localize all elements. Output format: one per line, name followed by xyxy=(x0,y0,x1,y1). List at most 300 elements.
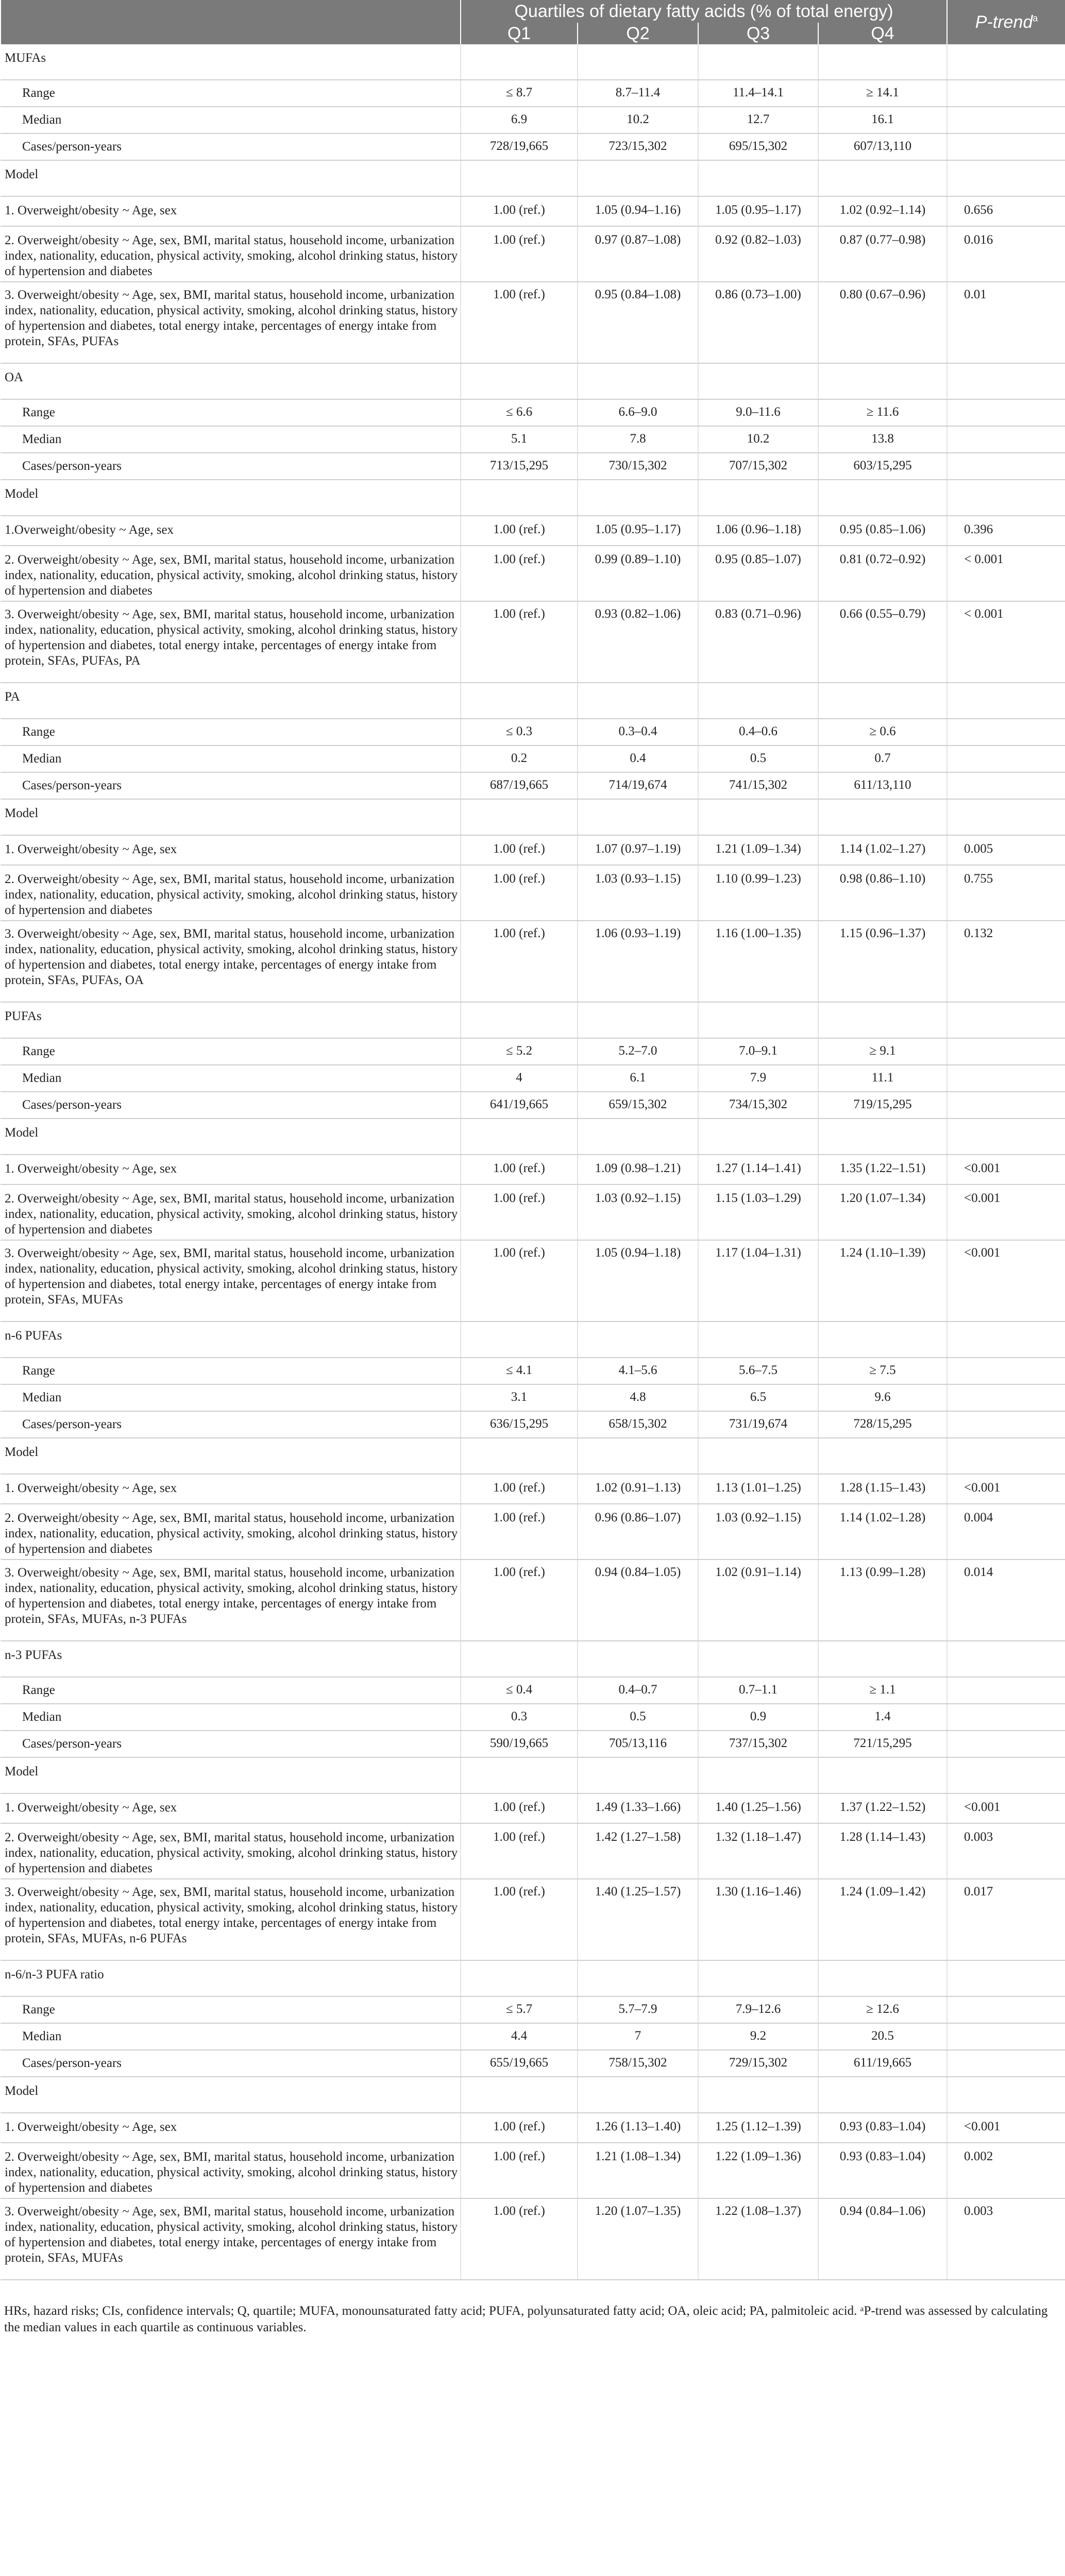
hr-q1: 1.00 (ref.) xyxy=(461,1474,578,1504)
range-q1: ≤ 0.4 xyxy=(461,1677,578,1704)
empty-cell xyxy=(698,1118,818,1155)
model-description: 1. Overweight/obesity ~ Age, sex xyxy=(1,196,461,226)
empty-cell xyxy=(461,1118,578,1155)
cases-q3: 737/15,302 xyxy=(698,1731,818,1757)
median-label: Median xyxy=(1,107,461,133)
p-trend-footnote-mark: a xyxy=(1033,13,1038,24)
cases-q1: 713/15,295 xyxy=(461,453,578,480)
cases-q1: 728/19,665 xyxy=(461,133,578,160)
hr-q3: 0.86 (0.73–1.00) xyxy=(698,282,818,363)
table-body xyxy=(1,44,1065,2280)
cases-label: Cases/person-years xyxy=(1,1731,461,1757)
section-header-row xyxy=(1,1321,1065,1358)
cases-q2: 714/19,674 xyxy=(578,772,698,799)
hr-q2: 0.95 (0.84–1.08) xyxy=(578,282,698,363)
section-title: PA xyxy=(1,683,461,719)
hr-q3: 1.30 (1.16–1.46) xyxy=(698,1879,818,1960)
model-description: 2. Overweight/obesity ~ Age, sex, BMI, marital status, household income, urbanization index, nationality, education, physical activity, smoking, alcohol drinking status, history of hypertension and diabetes xyxy=(1,1504,461,1560)
cases-label: Cases/person-years xyxy=(1,772,461,799)
p-trend-value: <0.001 xyxy=(947,1184,1065,1240)
p-trend-value: < 0.001 xyxy=(947,601,1065,683)
hr-q4: 0.94 (0.84–1.06) xyxy=(818,2198,947,2280)
empty-cell xyxy=(578,1118,698,1155)
cases-q3: 707/15,302 xyxy=(698,453,818,480)
p-trend-value: 0.755 xyxy=(947,865,1065,921)
median-q1: 0.2 xyxy=(461,745,578,772)
hr-q3: 1.25 (1.12–1.39) xyxy=(698,2113,818,2143)
cases-row xyxy=(1,1411,1065,1438)
hr-q3: 1.17 (1.04–1.31) xyxy=(698,1240,818,1321)
empty-cell xyxy=(818,683,947,719)
cases-row xyxy=(1,1092,1065,1118)
cases-q2: 730/15,302 xyxy=(578,453,698,480)
median-label: Median xyxy=(1,1384,461,1411)
p-trend-value: 0.016 xyxy=(947,226,1065,282)
range-q3: 0.7–1.1 xyxy=(698,1677,818,1704)
hr-q3: 1.21 (1.09–1.34) xyxy=(698,835,818,865)
cases-q2: 705/13,116 xyxy=(578,1731,698,1757)
hr-q3: 1.13 (1.01–1.25) xyxy=(698,1474,818,1504)
empty-cell xyxy=(947,453,1065,480)
hr-q1: 1.00 (ref.) xyxy=(461,196,578,226)
empty-cell xyxy=(947,745,1065,772)
model-label: Model xyxy=(1,480,461,516)
cases-row xyxy=(1,2050,1065,2077)
model-row xyxy=(1,1504,1065,1560)
model-description: 1. Overweight/obesity ~ Age, sex xyxy=(1,1474,461,1504)
empty-cell xyxy=(947,1118,1065,1155)
median-q4: 0.7 xyxy=(818,745,947,772)
range-q1: ≤ 5.2 xyxy=(461,1038,578,1065)
hr-q3: 1.22 (1.09–1.36) xyxy=(698,2143,818,2198)
header-group-title: Quartiles of dietary fatty acids (% of total energy) xyxy=(461,0,947,23)
hr-q2: 1.40 (1.25–1.57) xyxy=(578,1879,698,1960)
empty-cell xyxy=(578,160,698,196)
hr-q3: 0.92 (0.82–1.03) xyxy=(698,226,818,282)
empty-cell xyxy=(947,1384,1065,1411)
empty-cell xyxy=(947,2050,1065,2077)
empty-cell xyxy=(698,160,818,196)
cases-row xyxy=(1,1731,1065,1757)
model-header-row xyxy=(1,480,1065,516)
cases-q2: 723/15,302 xyxy=(578,133,698,160)
range-q4: ≥ 14.1 xyxy=(818,80,947,107)
model-header-row xyxy=(1,2077,1065,2113)
cases-row xyxy=(1,133,1065,160)
model-row xyxy=(1,601,1065,683)
hr-q3: 1.16 (1.00–1.35) xyxy=(698,921,818,1002)
range-row xyxy=(1,1996,1065,2023)
section-title: MUFAs xyxy=(1,44,461,80)
cases-label: Cases/person-years xyxy=(1,1092,461,1118)
empty-cell xyxy=(578,1002,698,1038)
hr-q4: 1.37 (1.22–1.52) xyxy=(818,1793,947,1823)
empty-cell xyxy=(578,1757,698,1793)
hr-q4: 1.13 (0.99–1.28) xyxy=(818,1560,947,1641)
median-label: Median xyxy=(1,2023,461,2050)
empty-cell xyxy=(947,799,1065,835)
hr-q4: 1.24 (1.09–1.42) xyxy=(818,1879,947,1960)
empty-cell xyxy=(818,1321,947,1358)
median-q1: 6.9 xyxy=(461,107,578,133)
hr-q3: 1.27 (1.14–1.41) xyxy=(698,1155,818,1184)
model-label: Model xyxy=(1,1757,461,1793)
hr-q3: 1.06 (0.96–1.18) xyxy=(698,516,818,546)
hr-q1: 1.00 (ref.) xyxy=(461,1240,578,1321)
empty-cell xyxy=(698,2077,818,2113)
model-label: Model xyxy=(1,1438,461,1474)
hr-q3: 1.40 (1.25–1.56) xyxy=(698,1793,818,1823)
empty-cell xyxy=(578,363,698,399)
hr-q3: 0.83 (0.71–0.96) xyxy=(698,601,818,683)
empty-cell xyxy=(461,2077,578,2113)
empty-cell xyxy=(818,480,947,516)
model-row xyxy=(1,1793,1065,1823)
range-q2: 4.1–5.6 xyxy=(578,1358,698,1384)
empty-cell xyxy=(461,799,578,835)
range-row xyxy=(1,1038,1065,1065)
cases-q4: 719/15,295 xyxy=(818,1092,947,1118)
hr-q2: 1.05 (0.94–1.18) xyxy=(578,1240,698,1321)
hr-q4: 1.14 (1.02–1.27) xyxy=(818,835,947,865)
hr-q4: 0.98 (0.86–1.10) xyxy=(818,865,947,921)
empty-cell xyxy=(947,44,1065,80)
range-q3: 5.6–7.5 xyxy=(698,1358,818,1384)
model-description: 1.Overweight/obesity ~ Age, sex xyxy=(1,516,461,546)
cases-q3: 695/15,302 xyxy=(698,133,818,160)
hr-q1: 1.00 (ref.) xyxy=(461,835,578,865)
hr-q1: 1.00 (ref.) xyxy=(461,282,578,363)
header-q1: Q1 xyxy=(461,23,578,44)
table-header xyxy=(1,0,1065,44)
empty-cell xyxy=(578,2077,698,2113)
empty-cell xyxy=(461,683,578,719)
model-row xyxy=(1,546,1065,601)
empty-cell xyxy=(818,2077,947,2113)
cases-label: Cases/person-years xyxy=(1,133,461,160)
hr-q3: 1.10 (0.99–1.23) xyxy=(698,865,818,921)
p-trend-value: < 0.001 xyxy=(947,546,1065,601)
median-q1: 5.1 xyxy=(461,426,578,453)
model-row xyxy=(1,226,1065,282)
median-q3: 0.9 xyxy=(698,1704,818,1731)
range-q4: ≥ 12.6 xyxy=(818,1996,947,2023)
hr-q2: 0.93 (0.82–1.06) xyxy=(578,601,698,683)
range-label: Range xyxy=(1,80,461,107)
median-q2: 7 xyxy=(578,2023,698,2050)
model-description: 2. Overweight/obesity ~ Age, sex, BMI, marital status, household income, urbanization index, nationality, education, physical activity, smoking, alcohol drinking status, history of hypertension and diabetes xyxy=(1,546,461,601)
range-label: Range xyxy=(1,719,461,745)
median-q3: 6.5 xyxy=(698,1384,818,1411)
model-description: 2. Overweight/obesity ~ Age, sex, BMI, marital status, household income, urbanization index, nationality, education, physical activity, smoking, alcohol drinking status, history of hypertension and diabetes xyxy=(1,865,461,921)
median-q2: 4.8 xyxy=(578,1384,698,1411)
range-q1: ≤ 6.6 xyxy=(461,399,578,426)
model-row xyxy=(1,921,1065,1002)
range-q2: 6.6–9.0 xyxy=(578,399,698,426)
median-label: Median xyxy=(1,426,461,453)
section-title: n-6/n-3 PUFA ratio xyxy=(1,1960,461,1996)
empty-cell xyxy=(947,1411,1065,1438)
model-row xyxy=(1,1879,1065,1960)
hr-q1: 1.00 (ref.) xyxy=(461,1879,578,1960)
model-row xyxy=(1,282,1065,363)
section-header-row xyxy=(1,1002,1065,1038)
hr-q4: 1.20 (1.07–1.34) xyxy=(818,1184,947,1240)
model-row xyxy=(1,1155,1065,1184)
range-row xyxy=(1,399,1065,426)
empty-cell xyxy=(947,1358,1065,1384)
median-row xyxy=(1,1384,1065,1411)
empty-cell xyxy=(578,480,698,516)
empty-cell xyxy=(461,1438,578,1474)
median-q2: 10.2 xyxy=(578,107,698,133)
empty-cell xyxy=(818,160,947,196)
range-q4: ≥ 9.1 xyxy=(818,1038,947,1065)
range-q3: 0.4–0.6 xyxy=(698,719,818,745)
empty-cell xyxy=(698,1641,818,1677)
model-header-row xyxy=(1,799,1065,835)
median-q3: 0.5 xyxy=(698,745,818,772)
p-trend-value: <0.001 xyxy=(947,1240,1065,1321)
header-p-trend xyxy=(947,0,1065,44)
p-trend-label: P-trend xyxy=(975,12,1033,32)
empty-cell xyxy=(461,1960,578,1996)
section-title: PUFAs xyxy=(1,1002,461,1038)
cases-row xyxy=(1,453,1065,480)
hr-q3: 0.95 (0.85–1.07) xyxy=(698,546,818,601)
cases-q3: 734/15,302 xyxy=(698,1092,818,1118)
p-trend-value: <0.001 xyxy=(947,1474,1065,1504)
range-q2: 0.3–0.4 xyxy=(578,719,698,745)
range-label: Range xyxy=(1,1038,461,1065)
header-q2: Q2 xyxy=(578,23,698,44)
empty-cell xyxy=(461,480,578,516)
model-row xyxy=(1,516,1065,546)
model-description: 1. Overweight/obesity ~ Age, sex xyxy=(1,1793,461,1823)
empty-cell xyxy=(818,1118,947,1155)
hr-q1: 1.00 (ref.) xyxy=(461,2113,578,2143)
cases-q1: 590/19,665 xyxy=(461,1731,578,1757)
model-header-row xyxy=(1,1438,1065,1474)
empty-cell xyxy=(947,2077,1065,2113)
range-label: Range xyxy=(1,1996,461,2023)
hr-q2: 0.94 (0.84–1.05) xyxy=(578,1560,698,1641)
median-label: Median xyxy=(1,1065,461,1092)
range-label: Range xyxy=(1,1677,461,1704)
empty-cell xyxy=(698,44,818,80)
model-description: 1. Overweight/obesity ~ Age, sex xyxy=(1,835,461,865)
cases-q4: 611/19,665 xyxy=(818,2050,947,2077)
median-q2: 0.5 xyxy=(578,1704,698,1731)
range-q2: 8.7–11.4 xyxy=(578,80,698,107)
empty-cell xyxy=(947,2023,1065,2050)
empty-cell xyxy=(578,1438,698,1474)
cases-q4: 611/13,110 xyxy=(818,772,947,799)
model-description: 3. Overweight/obesity ~ Age, sex, BMI, marital status, household income, urbanization index, nationality, education, physical activity, smoking, alcohol drinking status, history of hypertension and diabetes, total energy intake, percentages of energy intake from protein, SFAs, PUFAs, PA xyxy=(1,601,461,683)
hr-q2: 1.02 (0.91–1.13) xyxy=(578,1474,698,1504)
hr-q3: 1.22 (1.08–1.37) xyxy=(698,2198,818,2280)
p-trend-value: 0.656 xyxy=(947,196,1065,226)
median-q3: 7.9 xyxy=(698,1065,818,1092)
empty-cell xyxy=(461,1002,578,1038)
empty-cell xyxy=(578,44,698,80)
p-trend-value: 0.005 xyxy=(947,835,1065,865)
model-row xyxy=(1,1240,1065,1321)
hr-q1: 1.00 (ref.) xyxy=(461,2143,578,2198)
hr-q4: 0.80 (0.67–0.96) xyxy=(818,282,947,363)
model-row xyxy=(1,1474,1065,1504)
hr-q1: 1.00 (ref.) xyxy=(461,1560,578,1641)
cases-q2: 659/15,302 xyxy=(578,1092,698,1118)
hr-q4: 1.28 (1.15–1.43) xyxy=(818,1474,947,1504)
cases-q3: 741/15,302 xyxy=(698,772,818,799)
empty-cell xyxy=(947,80,1065,107)
model-description: 2. Overweight/obesity ~ Age, sex, BMI, marital status, household income, urbanization index, nationality, education, physical activity, smoking, alcohol drinking status, history of hypertension and diabetes xyxy=(1,1184,461,1240)
empty-cell xyxy=(698,363,818,399)
hr-q3: 1.15 (1.03–1.29) xyxy=(698,1184,818,1240)
range-q4: ≥ 1.1 xyxy=(818,1677,947,1704)
median-q3: 12.7 xyxy=(698,107,818,133)
model-description: 3. Overweight/obesity ~ Age, sex, BMI, marital status, household income, urbanization index, nationality, education, physical activity, smoking, alcohol drinking status, history of hypertension and diabetes, total energy intake, percentages of energy intake from protein, SFAs, PUFAs xyxy=(1,282,461,363)
empty-cell xyxy=(947,683,1065,719)
empty-cell xyxy=(818,1438,947,1474)
hr-q1: 1.00 (ref.) xyxy=(461,601,578,683)
empty-cell xyxy=(698,799,818,835)
hr-q3: 1.03 (0.92–1.15) xyxy=(698,1504,818,1560)
empty-cell xyxy=(818,799,947,835)
cases-q1: 641/19,665 xyxy=(461,1092,578,1118)
p-trend-value: 0.01 xyxy=(947,282,1065,363)
range-q3: 11.4–14.1 xyxy=(698,80,818,107)
model-label: Model xyxy=(1,160,461,196)
empty-cell xyxy=(947,719,1065,745)
median-q4: 16.1 xyxy=(818,107,947,133)
median-q1: 3.1 xyxy=(461,1384,578,1411)
range-label: Range xyxy=(1,399,461,426)
range-q4: ≥ 11.6 xyxy=(818,399,947,426)
hr-q4: 0.81 (0.72–0.92) xyxy=(818,546,947,601)
model-label: Model xyxy=(1,1118,461,1155)
empty-cell xyxy=(947,1321,1065,1358)
hr-q2: 1.05 (0.94–1.16) xyxy=(578,196,698,226)
median-q4: 1.4 xyxy=(818,1704,947,1731)
cases-label: Cases/person-years xyxy=(1,453,461,480)
median-row xyxy=(1,1704,1065,1731)
model-header-row xyxy=(1,1757,1065,1793)
empty-cell xyxy=(947,1996,1065,2023)
range-q1: ≤ 5.7 xyxy=(461,1996,578,2023)
p-trend-value: 0.132 xyxy=(947,921,1065,1002)
hr-q3: 1.32 (1.18–1.47) xyxy=(698,1823,818,1879)
median-row xyxy=(1,2023,1065,2050)
range-q2: 5.7–7.9 xyxy=(578,1996,698,2023)
empty-cell xyxy=(461,1321,578,1358)
hr-q4: 1.28 (1.14–1.43) xyxy=(818,1823,947,1879)
hr-q2: 0.97 (0.87–1.08) xyxy=(578,226,698,282)
empty-cell xyxy=(947,1731,1065,1757)
empty-cell xyxy=(947,1002,1065,1038)
p-trend-value: 0.002 xyxy=(947,2143,1065,2198)
hr-q3: 1.02 (0.91–1.14) xyxy=(698,1560,818,1641)
model-description: 2. Overweight/obesity ~ Age, sex, BMI, marital status, household income, urbanization index, nationality, education, physical activity, smoking, alcohol drinking status, history of hypertension and diabetes xyxy=(1,2143,461,2198)
cases-q4: 603/15,295 xyxy=(818,453,947,480)
p-trend-value: 0.004 xyxy=(947,1504,1065,1560)
empty-cell xyxy=(818,1641,947,1677)
empty-cell xyxy=(578,799,698,835)
range-row xyxy=(1,1677,1065,1704)
hr-q2: 1.42 (1.27–1.58) xyxy=(578,1823,698,1879)
median-q4: 9.6 xyxy=(818,1384,947,1411)
empty-cell xyxy=(698,480,818,516)
section-header-row xyxy=(1,1960,1065,1996)
cases-row xyxy=(1,772,1065,799)
model-description: 1. Overweight/obesity ~ Age, sex xyxy=(1,2113,461,2143)
empty-cell xyxy=(461,363,578,399)
cases-q1: 636/15,295 xyxy=(461,1411,578,1438)
hr-q1: 1.00 (ref.) xyxy=(461,2198,578,2280)
hr-q4: 0.87 (0.77–0.98) xyxy=(818,226,947,282)
empty-cell xyxy=(947,1704,1065,1731)
empty-cell xyxy=(818,363,947,399)
hr-q1: 1.00 (ref.) xyxy=(461,1155,578,1184)
empty-cell xyxy=(947,160,1065,196)
hr-q1: 1.00 (ref.) xyxy=(461,921,578,1002)
hr-q2: 0.99 (0.89–1.10) xyxy=(578,546,698,601)
model-row xyxy=(1,1823,1065,1879)
range-q4: ≥ 0.6 xyxy=(818,719,947,745)
empty-cell xyxy=(947,426,1065,453)
empty-cell xyxy=(947,1757,1065,1793)
empty-cell xyxy=(461,160,578,196)
cases-q4: 721/15,295 xyxy=(818,1731,947,1757)
cases-q2: 658/15,302 xyxy=(578,1411,698,1438)
median-q3: 10.2 xyxy=(698,426,818,453)
empty-cell xyxy=(461,44,578,80)
empty-cell xyxy=(818,1002,947,1038)
empty-cell xyxy=(947,772,1065,799)
hr-q1: 1.00 (ref.) xyxy=(461,1793,578,1823)
hr-q2: 1.49 (1.33–1.66) xyxy=(578,1793,698,1823)
cases-label: Cases/person-years xyxy=(1,2050,461,2077)
hr-q4: 0.95 (0.85–1.06) xyxy=(818,516,947,546)
empty-cell xyxy=(947,133,1065,160)
hr-q1: 1.00 (ref.) xyxy=(461,1184,578,1240)
range-q2: 5.2–7.0 xyxy=(578,1038,698,1065)
empty-cell xyxy=(578,1321,698,1358)
hr-q4: 1.14 (1.02–1.28) xyxy=(818,1504,947,1560)
model-description: 3. Overweight/obesity ~ Age, sex, BMI, marital status, household income, urbanization index, nationality, education, physical activity, smoking, alcohol drinking status, history of hypertension and diabetes, total energy intake, percentages of energy intake from protein, SFAs, PUFAs, OA xyxy=(1,921,461,1002)
median-label: Median xyxy=(1,745,461,772)
section-header-row xyxy=(1,683,1065,719)
header-blank-cell xyxy=(1,0,461,44)
model-description: 2. Overweight/obesity ~ Age, sex, BMI, marital status, household income, urbanization index, nationality, education, physical activity, smoking, alcohol drinking status, history of hypertension and diabetes xyxy=(1,1823,461,1879)
empty-cell xyxy=(578,683,698,719)
median-q1: 0.3 xyxy=(461,1704,578,1731)
model-row xyxy=(1,2198,1065,2280)
empty-cell xyxy=(947,1641,1065,1677)
empty-cell xyxy=(698,1960,818,1996)
empty-cell xyxy=(947,1677,1065,1704)
cases-q4: 728/15,295 xyxy=(818,1411,947,1438)
hr-q2: 1.03 (0.92–1.15) xyxy=(578,1184,698,1240)
model-row xyxy=(1,1184,1065,1240)
p-trend-value: 0.017 xyxy=(947,1879,1065,1960)
empty-cell xyxy=(818,44,947,80)
empty-cell xyxy=(698,1438,818,1474)
empty-cell xyxy=(698,1757,818,1793)
hr-q4: 0.93 (0.83–1.04) xyxy=(818,2143,947,2198)
cases-q1: 655/19,665 xyxy=(461,2050,578,2077)
